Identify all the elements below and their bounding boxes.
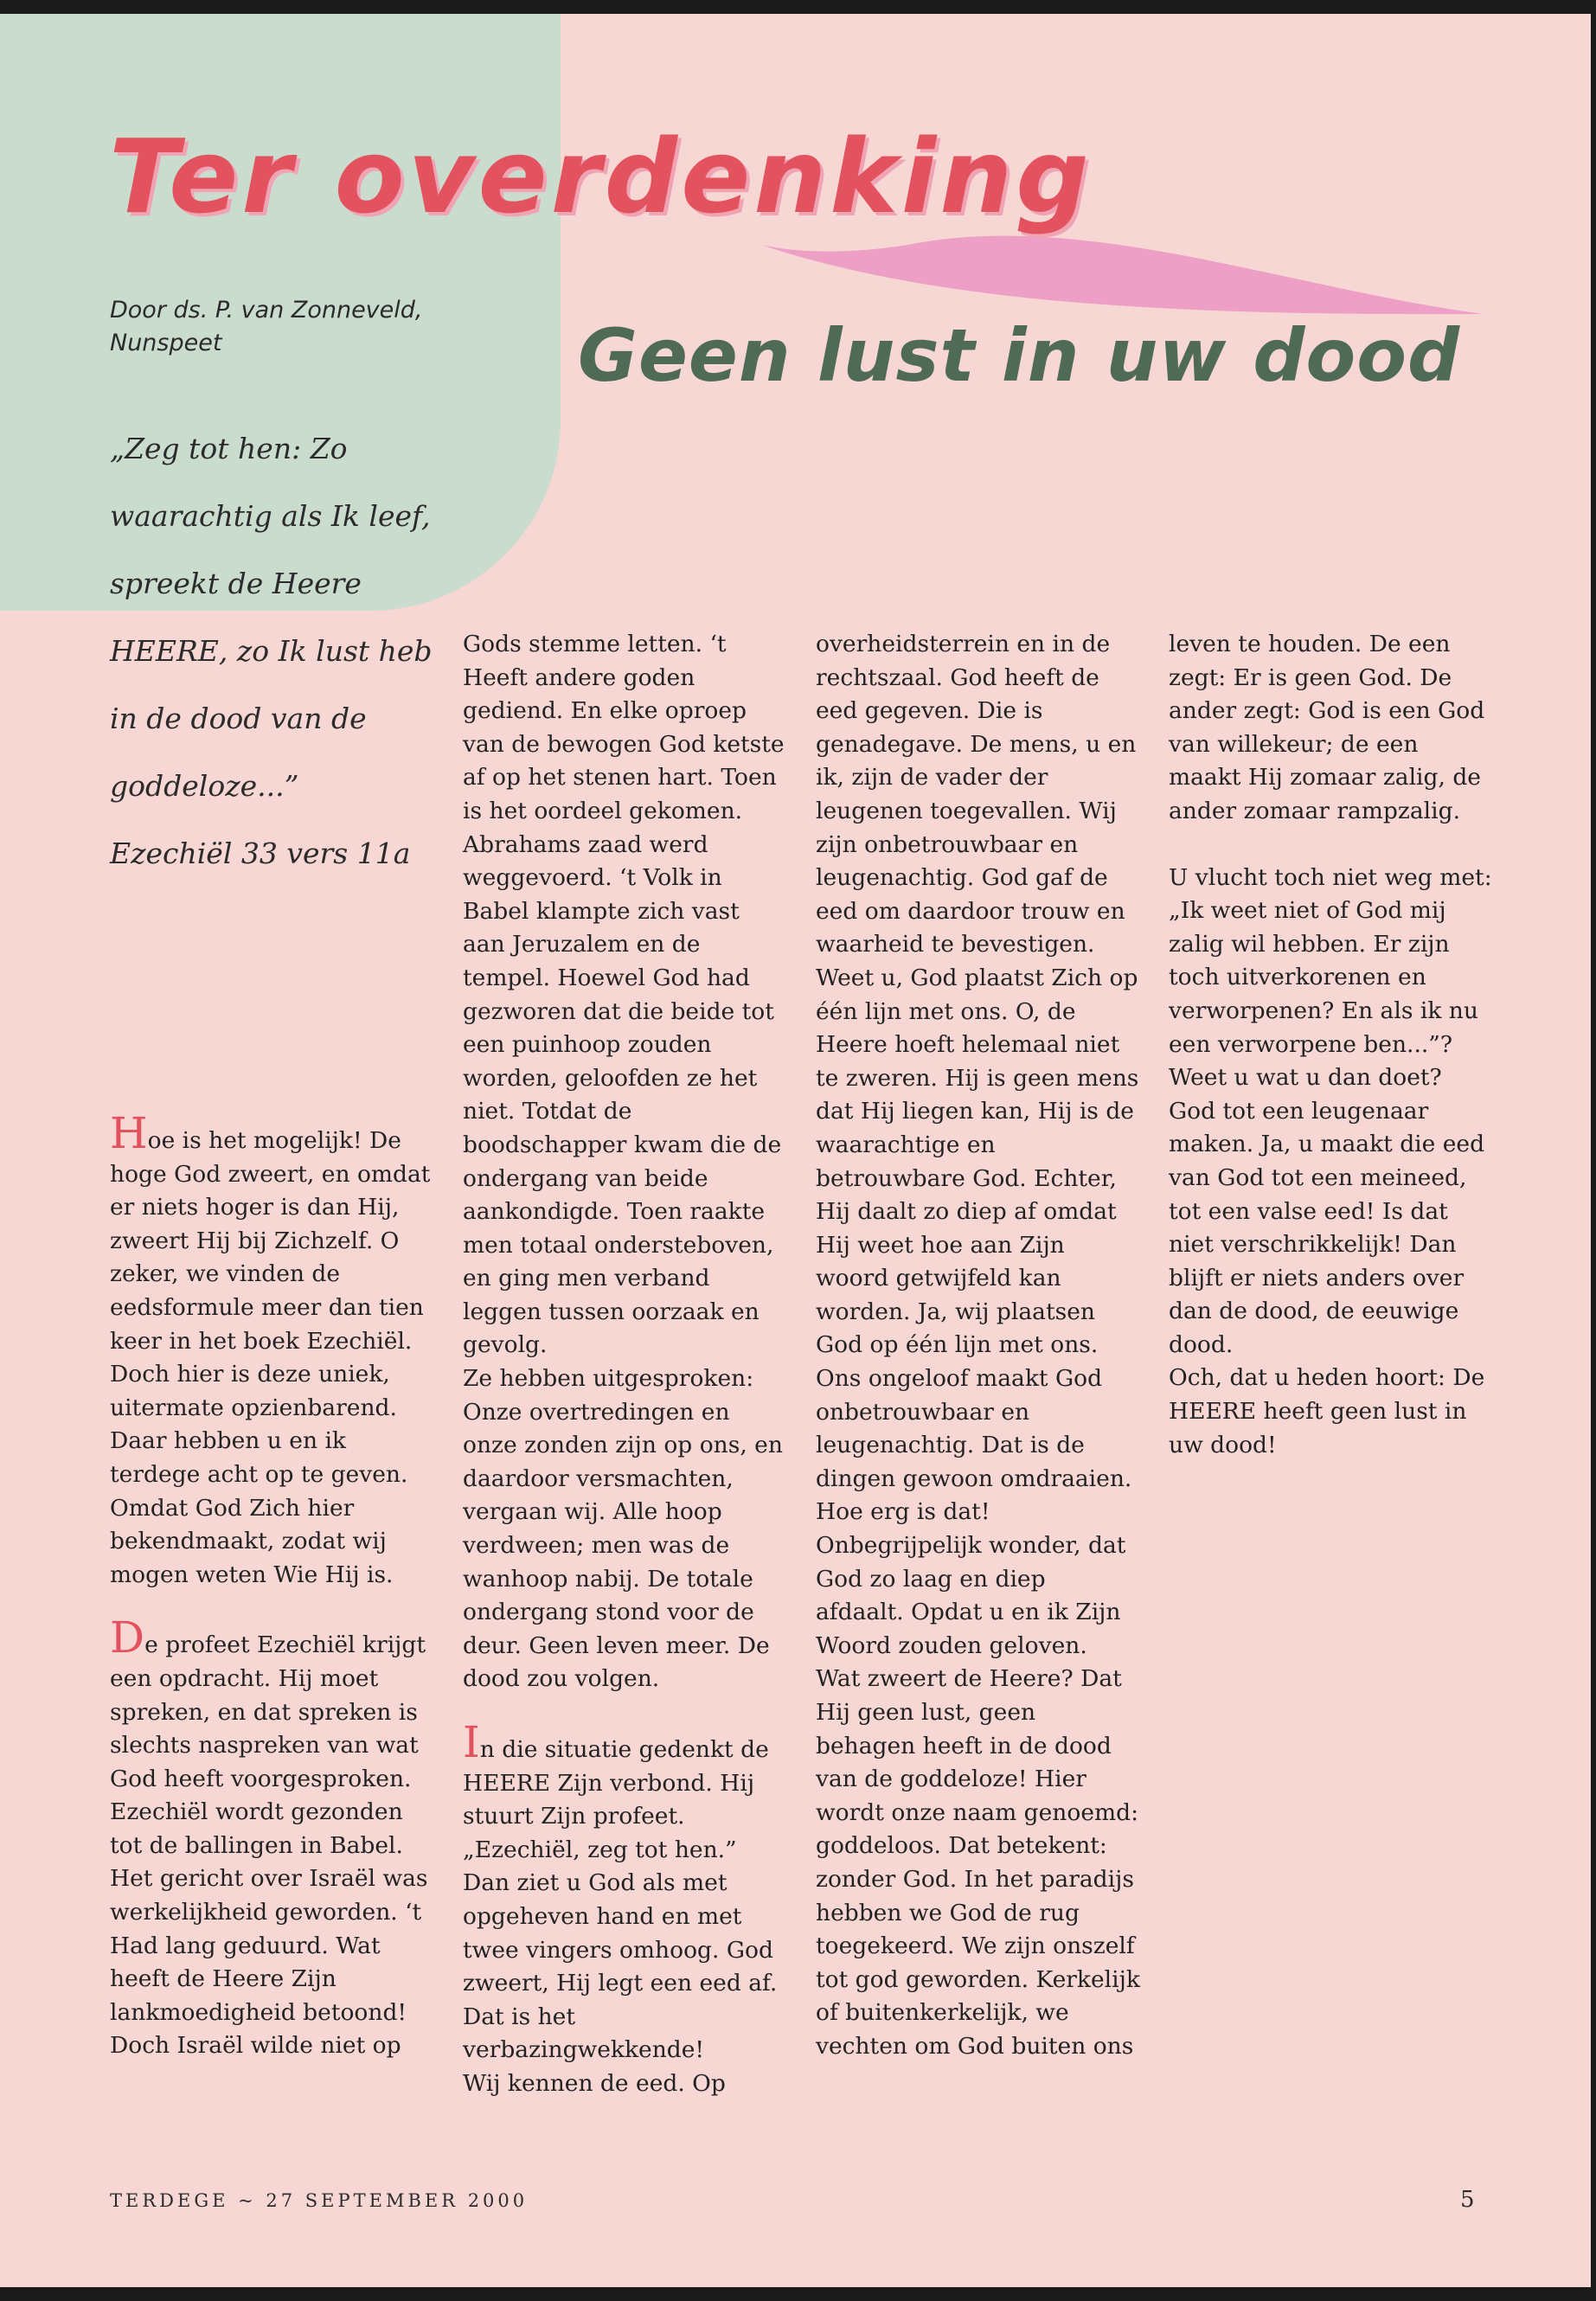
paragraph-text: oe is het mogelijk! De hoge God zweert, en omdat er niets hoger is dan Hij, zweert Hij bij Zichzelf. O zeker, we vinden de eedsformule meer dan tien keer in het boek Ezechiël. Doch hier is deze uniek, uitermate opzienbarend. Daar hebben u en ik terdege acht op te geven. Omdat God Zich hier bekendmaakt, zodat wij mogen weten Wie Hij is. <box>110 1127 431 1588</box>
paragraph: Onbegrijpelijk wonder, dat God zo laag en diep afdaalt. Opdat u en ik Zijn Woord zouden geloven. <box>816 1532 1126 1659</box>
scan-border-right <box>1591 0 1596 2301</box>
scan-border-bottom <box>0 2287 1596 2301</box>
drop-cap: D <box>110 1612 145 1663</box>
drop-cap: I <box>463 1717 480 1767</box>
paragraph: Wat zweert de Heere? Dat Hij geen lust, geen behagen heeft in de dood van de goddeloze! Hier wordt onze naam genoemd: goddeloos. Dat betekent: zonder God. In het paradijs hebben we God de rug toegekeerd. We zijn onszelf tot god geworden. Kerkelijk of buitenkerkelijk, we vechten om God buiten ons <box>816 1665 1140 2060</box>
publication-footer: TERDEGE ~ 27 SEPTEMBER 2000 <box>110 2190 529 2211</box>
quote-text: „Zeg tot hen: Zo waarachtig als Ik leef, spreekt de Heere HEERE, zo Ik lust heb in de dood van de goddeloze...” <box>110 432 433 803</box>
author-location: Nunspeet <box>110 330 222 356</box>
drop-cap: H <box>110 1108 148 1158</box>
text-column-3 <box>816 628 1140 2064</box>
paragraph: overheidsterrein en in de rechtszaal. God heeft de eed gegeven. Die is genadegave. De mens, u en ik, zijn de vader der leugenen toegevallen. Wij zijn onbetrouwbaar en leugenachtig. God gaf de eed om daardoor trouw en waarheid te bevestigen. Weet u, God plaatst Zich op één lijn met ons. O, de Heere hoeft helemaal niet te zweren. Hij is geen mens dat Hij liegen kan, Hij is de waarachtige en betrouwbare God. Echter, Hij daalt zo diep af omdat Hij weet hoe aan Zijn woord getwijfeld kan worden. Ja, wij plaatsen God op één lijn met ons. Ons ongeloof maakt God onbetrouwbaar en leugenachtig. Dat is de dingen gewoon omdraaien. Hoe erg is dat! <box>816 631 1139 1526</box>
paragraph: Gods stemme letten. ‘t Heeft andere goden gediend. En elke oproep van de bewogen God ketste af op het stenen hart. Toen is het oordeel gekomen. Abrahams zaad werd weggevoerd. ‘t Volk in Babel klampte zich vast aan Jeruzalem en de tempel. Hoewel God had gezworen dat die beide tot een puinhoop zouden worden, geloofden ze het niet. Totdat de boodschapper kwam die de ondergang van beide aankondigde. Toen raakte men totaal ondersteboven, en ging men verband leggen tussen oorzaak en gevolg. <box>463 631 785 1359</box>
author-byline <box>110 294 490 360</box>
paragraph <box>463 1717 787 2067</box>
paragraph: Och, dat u heden hoort: De HEERE heeft geen lust in uw dood! <box>1169 1364 1485 1458</box>
scripture-quote <box>110 415 439 888</box>
paragraph <box>110 1108 434 1592</box>
paragraph-text: n die situatie gedenkt de HEERE Zijn verbond. Hij stuurt Zijn profeet. „Ezechiël, zeg tot hen.” Dan ziet u God als met opgeheven hand en met twee vingers omhoog. God zweert, Hij legt een eed af. Dat is het verbazingwekkende! <box>463 1736 778 2064</box>
text-column-1 <box>110 1108 434 2063</box>
scan-border-top <box>0 0 1596 14</box>
article-title: Geen lust in uw dood <box>578 313 1461 398</box>
text-column-2 <box>463 628 787 2101</box>
author-name: Door ds. P. van Zonneveld, <box>110 297 423 324</box>
section-kicker: Ter overdenking <box>109 117 1093 236</box>
text-column-4 <box>1169 628 1493 1462</box>
paragraph: U vlucht toch niet weg met: „Ik weet niet of God mij zalig wil hebben. Er zijn toch uitverkorenen en verworpenen? En als ik nu een verworpene ben...”? <box>1169 863 1492 1058</box>
quote-reference: Ezechiël 33 vers 11a <box>110 836 411 870</box>
paragraph: Weet u wat u dan doet? God tot een leugenaar maken. Ja, u maakt die eed van God tot een meineed, tot een valse eed! Is dat niet verschrikkelijk! Dan blijft er niets anders over dan de dood, de eeuwige dood. <box>1169 1064 1485 1358</box>
paragraph-text: e profeet Ezechiël krijgt een opdracht. Hij moet spreken, en dat spreken is slechts naspreken van wat God heeft voorgesproken. Ezechiël wordt gezonden tot de ballingen in Babel. Het gericht over Israël was werkelijkheid geworden. ‘t Had lang geduurd. Wat heeft de Heere Zijn lankmoedigheid betoond! Doch Israël wilde niet op <box>110 1631 428 2060</box>
page-number: 5 <box>1460 2187 1475 2213</box>
paragraph: leven te houden. De een zegt: Er is geen God. De ander zegt: God is een God van willekeur; de een maakt Hij zomaar zalig, de ander zomaar rampzalig. <box>1169 631 1485 824</box>
paragraph: Wij kennen de eed. Op <box>463 2069 726 2097</box>
paragraph: Ze hebben uitgesproken: Onze overtredingen en onze zonden zijn op ons, en daardoor versmachten, vergaan wij. Alle hoop verdween; men was de wanhoop nabij. De totale ondergang stond voor de deur. Geen leven meer. De dood zou volgen. <box>463 1365 783 1693</box>
paragraph <box>110 1612 434 2063</box>
